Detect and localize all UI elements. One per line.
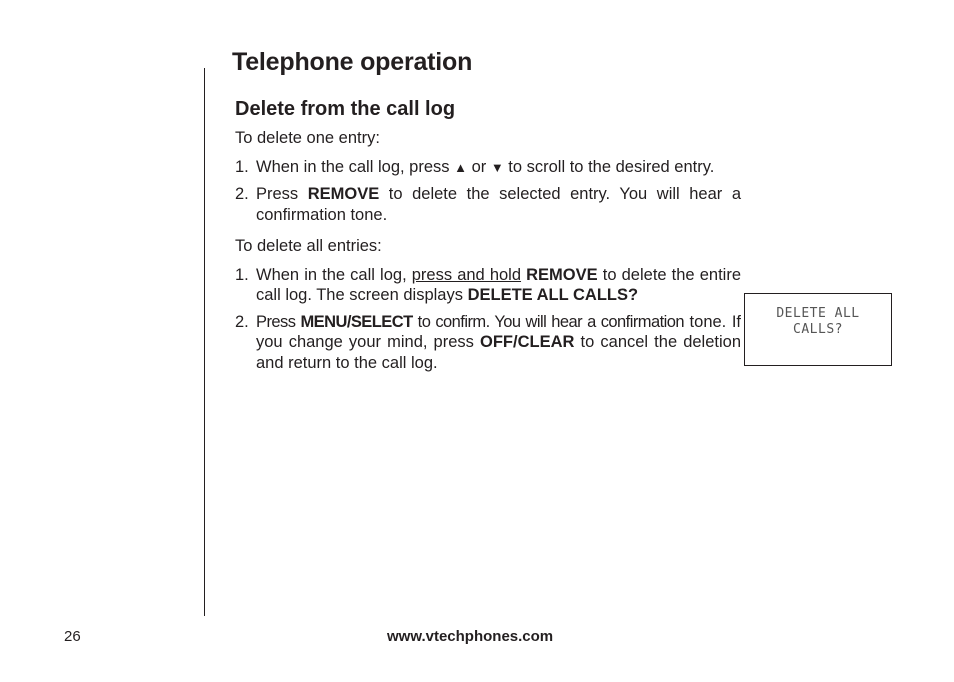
lcd-message: DELETE ALL CALLS? bbox=[776, 306, 860, 337]
section-title: Delete from the call log bbox=[235, 98, 456, 120]
step-number: 2. bbox=[235, 185, 249, 203]
lcd-screen bbox=[744, 293, 892, 366]
up-arrow-icon: ▲ bbox=[454, 159, 467, 175]
screen-message: DELETE ALL CALLS? bbox=[467, 286, 639, 304]
key-name: REMOVE bbox=[526, 265, 598, 284]
key-name: REMOVE bbox=[307, 185, 380, 203]
key-name: OFF/CLEAR bbox=[480, 333, 575, 351]
step-number: 1. bbox=[235, 265, 249, 284]
vertical-rule bbox=[204, 68, 205, 616]
page-title: Telephone operation bbox=[232, 48, 473, 76]
emphasis-underline: press and hold bbox=[411, 265, 522, 284]
step-number: 2. bbox=[235, 312, 249, 331]
delete-one-steps bbox=[235, 157, 741, 226]
down-arrow-icon: ▼ bbox=[490, 159, 504, 175]
delete-all-steps bbox=[235, 265, 741, 374]
step-number: 1. bbox=[235, 157, 249, 176]
instructions bbox=[235, 128, 741, 379]
delete-all-intro: To delete all entries: bbox=[235, 237, 382, 255]
list-item: 2. Press MENU/SELECT to confirm. You will hear a confirmation tone. If you change your mind, press OFF/CLEAR to cancel the deletion and return to the call log. bbox=[235, 312, 742, 372]
list-item: 2. Press REMOVE to delete the selected entry. You will hear a confirmation tone. bbox=[235, 185, 741, 224]
delete-one-intro: To delete one entry: bbox=[235, 129, 380, 147]
page-number: 26 bbox=[64, 628, 81, 645]
list-item: 1. When in the call log, press ▲ or ▼ to scroll to the desired entry. bbox=[235, 157, 715, 176]
footer-url: www.vtechphones.com bbox=[387, 628, 554, 645]
key-name: MENU/SELECT bbox=[300, 312, 413, 331]
list-item: 1. When in the call log, press and hold REMOVE to delete the entire call log. The screen displays DELETE ALL CALLS? bbox=[235, 265, 741, 304]
